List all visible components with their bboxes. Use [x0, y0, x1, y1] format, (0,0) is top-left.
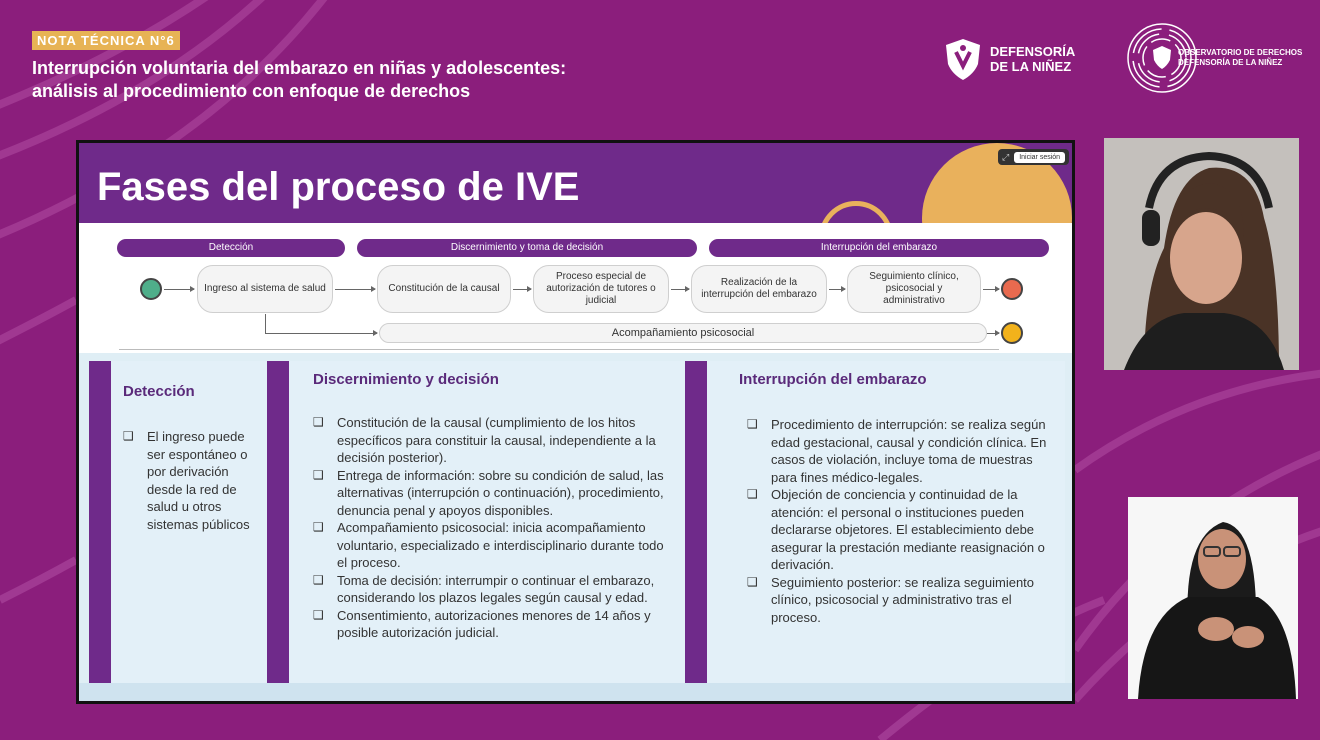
panel-deteccion-title: Detección [123, 383, 195, 400]
flow-arrow [335, 289, 375, 290]
column-bar-discernimiento [267, 361, 289, 683]
column-bar-interrupcion [685, 361, 707, 683]
slide-header [79, 143, 1072, 223]
list-item: ❑ El ingreso puede ser espontáneo o por derivación desde la red de salud u otros sistemas públicos [123, 428, 263, 533]
login-button[interactable]: Iniciar sesión [1014, 152, 1065, 163]
end-event-dot [1001, 278, 1023, 300]
flow-arrow [983, 289, 999, 290]
node-realizacion: Realización de la interrupción del embarazo [691, 265, 827, 313]
slide-bottom-strip [79, 683, 1072, 701]
list-item: ❑ Entrega de información: sobre su condición de salud, las alternativas (interrupción o continuación), procedimiento, denuncia penal y apoyos disponibles. [313, 467, 677, 520]
node-ingreso: Ingreso al sistema de salud [197, 265, 333, 313]
expand-icon[interactable]: ⤢ [1002, 151, 1010, 162]
psicosocial-end-dot [1001, 322, 1023, 344]
process-flow-diagram [79, 223, 1072, 353]
flow-arrow [829, 289, 845, 290]
list-item: ❑ Seguimiento posterior: se realiza seguimiento clínico, psicosocial y administrativo tras el proceso. [747, 574, 1055, 627]
list-item: ❑ Acompañamiento psicosocial: inicia acompañamiento voluntario, especializado e interdisciplinario durante todo el proceso. [313, 519, 677, 572]
flow-arrow [513, 289, 531, 290]
defensoria-logo [940, 34, 1080, 84]
flow-arrow [671, 289, 689, 290]
node-autorizacion: Proceso especial de autorización de tutores o judicial [533, 265, 669, 313]
phase-deteccion: Detección [117, 239, 345, 257]
panel-deteccion-list [123, 428, 263, 533]
panel-deteccion [111, 361, 267, 683]
presenter-figure [1104, 138, 1299, 370]
list-item: ❑ Consentimiento, autorizaciones menores de 14 años y posible autorización judicial. [313, 607, 677, 642]
document-title-line-2: análisis al procedimiento con enfoque de derechos [32, 81, 471, 101]
shield-logo-icon [940, 36, 986, 82]
observatorio-logo-line-2: DEFENSORÍA DE LA NIÑEZ [1178, 58, 1283, 67]
decorative-ring [819, 201, 893, 223]
presenter-video [1104, 138, 1299, 370]
interpreter-video [1128, 497, 1298, 699]
list-item: ❑ Toma de decisión: interrumpir o continuar el embarazo, considerando los plazos legales según causal y edad. [313, 572, 677, 607]
panel-interrupcion [707, 361, 1065, 683]
flow-arrow [164, 289, 194, 290]
branch-line [265, 314, 266, 333]
phase-interrupcion: Interrupción del embarazo [709, 239, 1049, 257]
slide-title: Fases del proceso de IVE [97, 165, 580, 209]
list-item: ❑ Procedimiento de interrupción: se realiza según edad gestacional, causal y condición clínica. En casos de violación, incluye toma de muestras para fines médico-legales. [747, 416, 1055, 486]
login-toolbar [998, 149, 1069, 165]
list-item: ❑ Objeción de conciencia y continuidad de la atención: el personal o instituciones pueden declararse objetores. El establecimiento debe asegurar la prestación mediante reasignación o derivación. [747, 486, 1055, 574]
panel-discernimiento [289, 361, 685, 683]
phase-discernimiento: Discernimiento y toma de decisión [357, 239, 697, 257]
node-constitucion: Constitución de la causal [377, 265, 511, 313]
panel-discernimiento-list [313, 414, 677, 642]
node-acompanamiento-psicosocial: Acompañamiento psicosocial [379, 323, 987, 343]
interpreter-figure [1128, 497, 1298, 699]
observatorio-logo [1124, 18, 1304, 98]
list-item: ❑ Constitución de la causal (cumplimiento de los hitos específicos para constituir la causal, independiente a la decisión posterior). [313, 414, 677, 467]
panel-interrupcion-list [747, 416, 1055, 626]
defensoria-logo-line-1: DEFENSORÍA [990, 44, 1076, 59]
observatorio-logo-line-1: OBSERVATORIO DE DERECHOS [1178, 48, 1303, 57]
defensoria-logo-line-2: DE LA NIÑEZ [990, 59, 1072, 74]
panel-discernimiento-title: Discernimiento y decisión [313, 371, 499, 388]
document-title-line-1: Interrupción voluntaria del embarazo en niñas y adolescentes: [32, 58, 567, 78]
divider [119, 349, 999, 350]
node-seguimiento: Seguimiento clínico, psicosocial y administrativo [847, 265, 981, 313]
flow-arrow [265, 333, 377, 334]
flow-arrow [987, 333, 999, 334]
panel-interrupcion-title: Interrupción del embarazo [739, 371, 927, 388]
document-title [32, 57, 652, 103]
nota-tecnica-tag: NOTA TÉCNICA N°6 [32, 31, 180, 50]
column-bar-deteccion [89, 361, 111, 683]
start-event-dot [140, 278, 162, 300]
presentation-slide [76, 140, 1075, 704]
